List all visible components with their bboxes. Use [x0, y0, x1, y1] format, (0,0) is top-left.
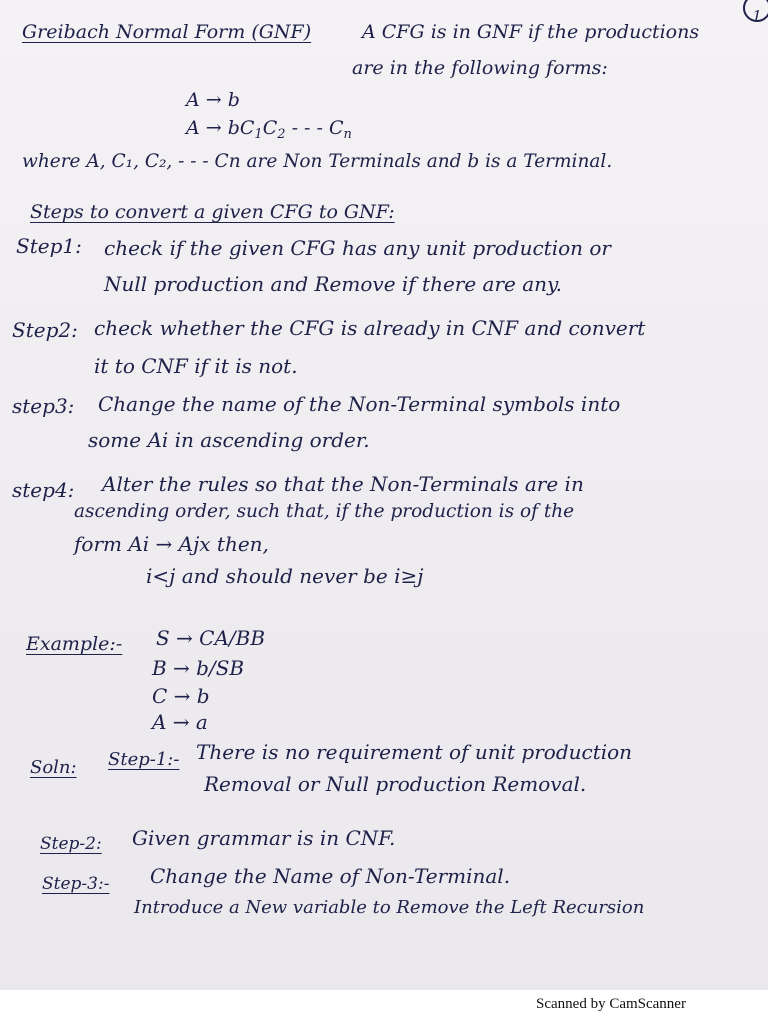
- solution-label: Soln:: [30, 757, 77, 778]
- example-rule-1: S → CA/BB: [156, 626, 266, 650]
- step2-line-2: it to CNF if it is not.: [94, 354, 298, 378]
- form-2-sub-n: n: [343, 127, 352, 142]
- step1-line-2: Null production and Remove if there are any.: [104, 272, 563, 296]
- scanner-watermark: Scanned by CamScanner: [536, 996, 686, 1012]
- step1-label: Step1:: [16, 234, 82, 258]
- solution-step1-line-2: Removal or Null production Removal.: [204, 772, 587, 796]
- form-2-sub-1: 1: [254, 127, 263, 142]
- step2-label: Step2:: [12, 318, 78, 342]
- form-2-mid: C: [262, 117, 278, 139]
- example-rule-4: A → a: [152, 710, 208, 734]
- step3-line-1: Change the name of the Non-Terminal symbols into: [98, 392, 621, 416]
- form-2-tail: - - - C: [285, 117, 344, 139]
- intro-line-2: are in the following forms:: [352, 57, 608, 79]
- step4-line-2: ascending order, such that, if the production is of the: [74, 501, 575, 522]
- solution-step3-line-2: Introduce a New variable to Remove the Left Recursion: [134, 897, 645, 918]
- step4-label: step4:: [12, 478, 75, 502]
- form-1: A → b: [186, 89, 240, 111]
- solution-step1-line-1: There is no requirement of unit production: [196, 740, 633, 764]
- form-2-sub-2: 2: [277, 127, 286, 142]
- steps-heading: Steps to convert a given CFG to GNF:: [30, 201, 395, 223]
- solution-step2-text: Given grammar is in CNF.: [132, 826, 396, 850]
- form-2-head: A → bC: [186, 117, 255, 139]
- solution-step1-label: Step-1:-: [108, 749, 180, 770]
- where-line: where A, C₁, C₂, - - - Cn are Non Terminals and b is a Terminal.: [22, 151, 613, 172]
- step4-line-1: Alter the rules so that the Non-Terminals are in: [102, 472, 584, 496]
- solution-step3-label: Step-3:-: [42, 874, 110, 894]
- page-title: Greibach Normal Form (GNF): [22, 21, 312, 43]
- example-label: Example:-: [26, 633, 123, 655]
- step1-line-1: check if the given CFG has any unit production or: [104, 236, 611, 260]
- step4-line-4: i<j and should never be i≥j: [146, 564, 424, 588]
- form-2: [186, 116, 352, 147]
- example-rule-3: C → b: [152, 684, 210, 708]
- page-number: 1: [743, 0, 768, 22]
- step2-line-1: check whether the CFG is already in CNF and convert: [94, 316, 646, 340]
- intro-line-1: A CFG is in GNF if the productions: [362, 21, 700, 43]
- example-rule-2: B → b/SB: [152, 656, 245, 680]
- step3-label: step3:: [12, 394, 75, 418]
- step3-line-2: some Ai in ascending order.: [88, 428, 370, 452]
- solution-step2-label: Step-2:: [40, 834, 102, 854]
- solution-step3-line-1: Change the Name of Non-Terminal.: [150, 864, 511, 888]
- step4-line-3: form Ai → Ajx then,: [74, 532, 269, 556]
